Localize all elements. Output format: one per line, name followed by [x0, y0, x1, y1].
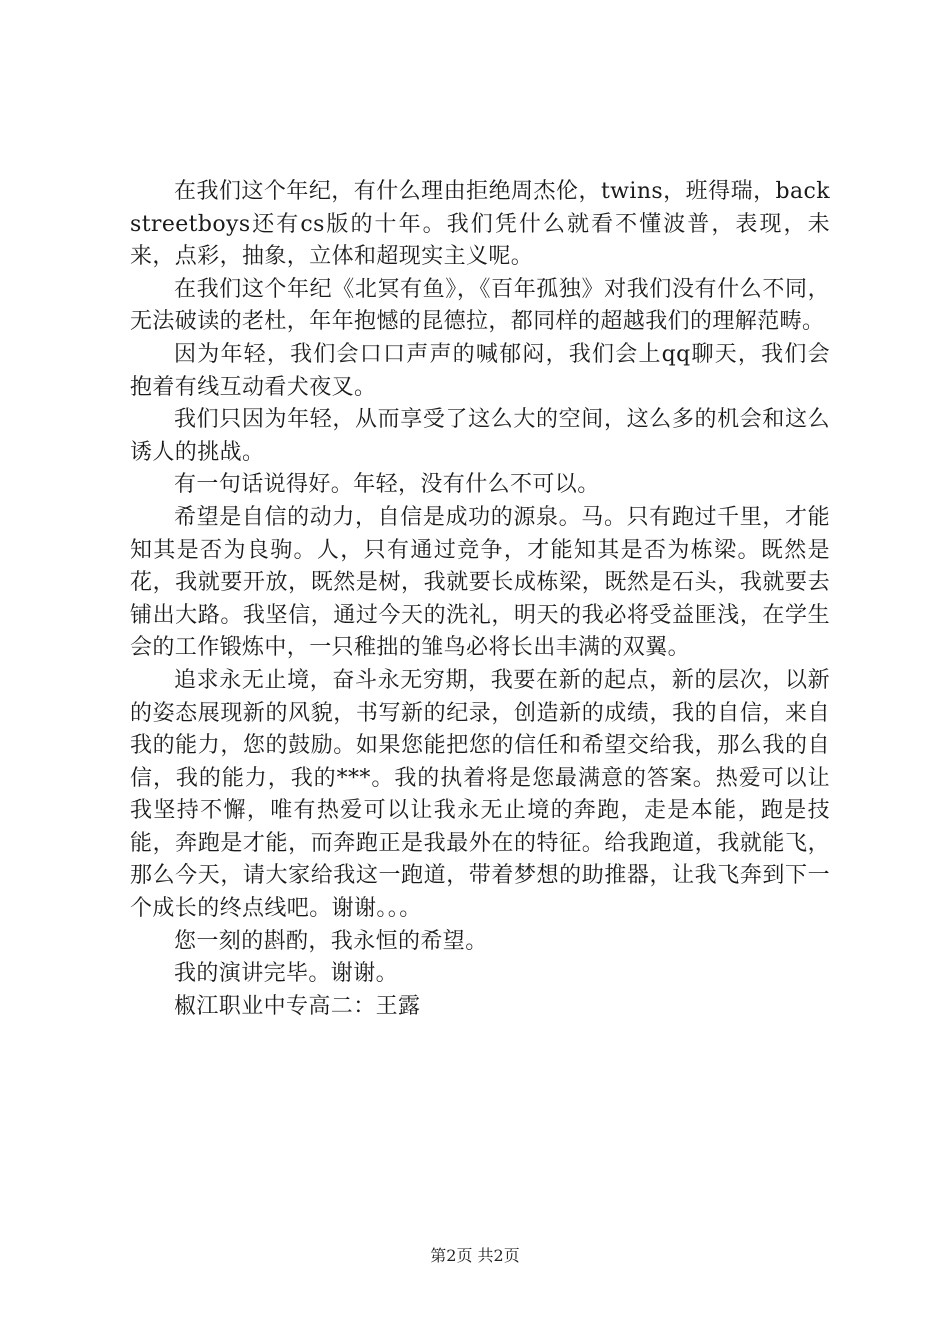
paragraph-8: 您一刻的斟酌，我永恒的希望。: [174, 928, 488, 954]
paragraph-6: 希望是自信的动力，自信是成功的源泉。马。只有跑过千里，才能知其是否为良驹。人，只有通过竞争，才能知其是否为栋梁。既然是花，我就要开放，既然是树，我就要长成栋梁，既然是石头，我就要去铺出大路。我坚信，通过今天的洗礼，明天的我必将受益匪浅，在学生会的工作锻炼中，一只稚拙的雏鸟必将长出丰满的双翼。: [130, 504, 830, 661]
paragraph-4: 我们只因为年轻，从而享受了这么大的空间，这么多的机会和这么诱人的挑战。: [130, 407, 830, 465]
signature-line: 椒江职业中专高二：王露: [174, 993, 421, 1019]
paragraph-9: 我的演讲完毕。谢谢。: [174, 961, 399, 987]
paragraph-5: 有一句话说得好。年轻，没有什么不可以。: [174, 472, 600, 498]
paragraph-7: 追求永无止境，奋斗永无穷期，我要在新的起点，新的层次，以新的姿态展现新的风貌，书写新的纪录，创造新的成绩，我的自信，来自我的能力，您的鼓励。如果您能把您的信任和希望交给我，那么我的自信，我的能力，我的***。我的执着将是您最满意的答案。热爱可以让我坚持不懈，唯有热爱可以让我永无止境的奔跑，走是本能，跑是技能，奔跑是才能，而奔跑正是我最外在的特征。给我跑道，我就能飞，那么今天，请大家给我这一跑道，带着梦想的助推器，让我飞奔到下一个成长的终点线吧。谢谢。。。: [130, 667, 830, 922]
paragraph-1: 在我们这个年纪，有什么理由拒绝周杰伦，twins，班得瑞，backstreetboys还有cs版的十年。我们凭什么就看不懂波普，表现，未来，点彩，抽象，立体和超现实主义呢。: [130, 179, 830, 270]
paragraph-2: 在我们这个年纪《北冥有鱼》，《百年孤独》对我们没有什么不同，无法破读的老杜，年年抱憾的昆德拉，都同样的超越我们的理解范畴。: [130, 276, 830, 335]
paragraph-3: 因为年轻，我们会口口声声的喊郁闷，我们会上qq聊天，我们会抱着有线互动看犬夜叉。: [130, 341, 830, 400]
page-number-footer: 第2页 共2页: [430, 1246, 520, 1265]
document-body: [130, 176, 830, 1023]
